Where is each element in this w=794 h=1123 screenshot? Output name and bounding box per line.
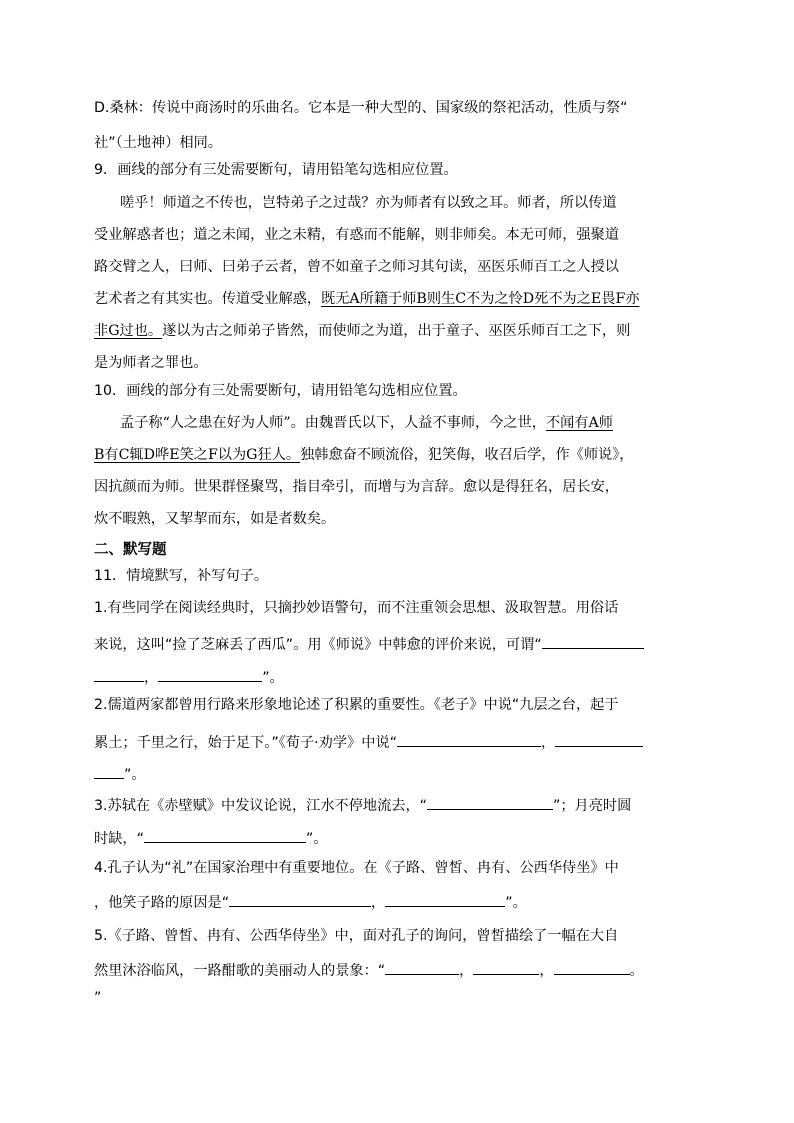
underlined-sentence: 不闻有A师: [545, 415, 613, 431]
text: 11．情境默写，补写句子。: [94, 568, 269, 584]
answer-blank[interactable]: [554, 959, 630, 975]
item-5-line-3: [94, 988, 700, 1024]
text: 嗟乎！师道之不传也，岂特弟子之过哉？亦为师者有以致之耳。师者，所以传道: [120, 195, 617, 211]
text: D.桑林：传说中商汤时的乐曲名。它本是一种大型的、国家级的祭祀活动，性质与祭“: [94, 100, 628, 116]
item-4-line-1: [94, 858, 700, 894]
answer-blank[interactable]: [229, 891, 371, 907]
text: 3.苏轼在《赤壁赋》中发议论说，江水不停地流去，“: [94, 798, 428, 814]
item-1-line-1: [94, 598, 700, 634]
text: 。: [629, 963, 644, 979]
answer-blank[interactable]: [473, 959, 539, 975]
answer-blank[interactable]: [94, 666, 144, 682]
text: ，: [539, 963, 554, 979]
answer-blank[interactable]: [94, 763, 124, 779]
text: 1.有些同学在阅读经典时，只摘抄妙语警句，而不注重领会思想、汲取智慧。用俗话: [94, 600, 619, 616]
option-d-line-1: [94, 98, 700, 134]
passage-9-line-5: [94, 321, 700, 357]
text: ，: [371, 895, 386, 911]
question-9-heading: [94, 160, 700, 196]
underlined-sentence: B有C辄D哗E笑之F以为G狂人。: [94, 447, 301, 463]
answer-blank[interactable]: [555, 731, 643, 747]
text: ”: [94, 990, 102, 1006]
item-1-line-2: [94, 633, 700, 669]
text: ，: [459, 963, 474, 979]
answer-blank[interactable]: [385, 959, 459, 975]
passage-9-line-1: [120, 193, 700, 229]
item-4-line-2: [94, 891, 700, 927]
text: 受业解惑者也；道之未闻，业之未精，有惑而不能解，则非师矣。本无可师，强聚道: [94, 227, 619, 243]
passage-10-line-1: [120, 413, 700, 449]
text: ”。: [262, 670, 284, 686]
text: ，他笑子路的原因是“: [94, 895, 230, 911]
text: 是为师者之罪也。: [94, 355, 208, 371]
text: 然里沐浴临风，一路酣歌的美丽动人的景象：“: [94, 963, 386, 979]
item-3-line-1: [94, 794, 700, 830]
text: 社”（土地神）相同。: [94, 135, 222, 151]
text: 炊不暇熟，又挈挈而东，如是者数矣。: [94, 511, 336, 527]
text: 独韩愈奋不顾流俗，犯笑侮，收召后学，作《师说》，: [300, 447, 634, 463]
text: 孟子称“人之患在好为人师”。由魏晋氏以下，人益不事师，今之世，: [120, 415, 546, 431]
item-2-line-2: [94, 731, 700, 767]
text: 来说，这叫“捡了芝麻丢了西瓜”。用《师说》中韩愈的评价来说，可谓“: [94, 637, 542, 653]
text: 遂以为古之师弟子皆然，而使师之为道，出于童子、巫医乐师百工之下，则: [162, 323, 631, 339]
underlined-sentence: 既无A所籍于师B则生C不为之怜D死不为之E畏F亦: [321, 291, 640, 307]
underlined-sentence: 非G过也。: [94, 323, 163, 339]
text: 艺术者之有其实也。传道受业解惑，: [94, 291, 322, 307]
text: 2.儒道两家都曾用行路来形象地论述了积累的重要性。《老子》中说“九层之台，起于: [94, 697, 619, 713]
item-2-line-1: [94, 695, 700, 731]
question-11-heading: [94, 566, 700, 602]
text: ”。: [505, 895, 527, 911]
item-5-line-1: [94, 926, 700, 962]
text: 10．画线的部分有三处需要断句，请用铅笔勾选相应位置。: [94, 383, 467, 399]
text: 路交臂之人，曰师、曰弟子云者，曾不如童子之师习其句读，巫医乐师百工之人授以: [94, 259, 619, 275]
answer-blank[interactable]: [427, 794, 553, 810]
text: 5.《子路、曾皙、冉有、公西华侍坐》中，面对孔子的询问，曾皙描绘了一幅在大自: [94, 928, 619, 944]
answer-blank[interactable]: [144, 827, 306, 843]
text: ”。: [124, 767, 146, 783]
text: 时缺，“: [94, 831, 144, 847]
text: 因抗颜而为师。世果群怪聚骂，指目牵引，而增与为言辞。愈以是得狂名，居长安，: [94, 479, 619, 495]
passage-10-line-3: [94, 477, 700, 513]
text: 9．画线的部分有三处需要断句，请用铅笔勾选相应位置。: [94, 162, 458, 178]
answer-blank[interactable]: [397, 731, 541, 747]
text: 二、默写题: [94, 542, 167, 558]
passage-9-line-3: [94, 257, 700, 293]
text: ”；月亮时圆: [553, 798, 632, 814]
answer-blank[interactable]: [542, 633, 644, 649]
answer-blank[interactable]: [385, 891, 505, 907]
text: ”。: [305, 831, 328, 847]
text: ，: [540, 735, 556, 751]
question-10-heading: [94, 381, 700, 417]
text: 4.孔子认为“礼”在国家治理中有重要地位。在《子路、曾皙、冉有、公西华侍坐》中: [94, 860, 619, 876]
text: 累土；千里之行，始于足下。”《荀子·劝学》中说“: [94, 735, 397, 751]
text: ，: [144, 670, 159, 686]
answer-blank[interactable]: [158, 666, 262, 682]
passage-10-line-2: [94, 445, 700, 481]
passage-9-line-4: [94, 289, 700, 325]
passage-9-line-2: [94, 225, 700, 261]
